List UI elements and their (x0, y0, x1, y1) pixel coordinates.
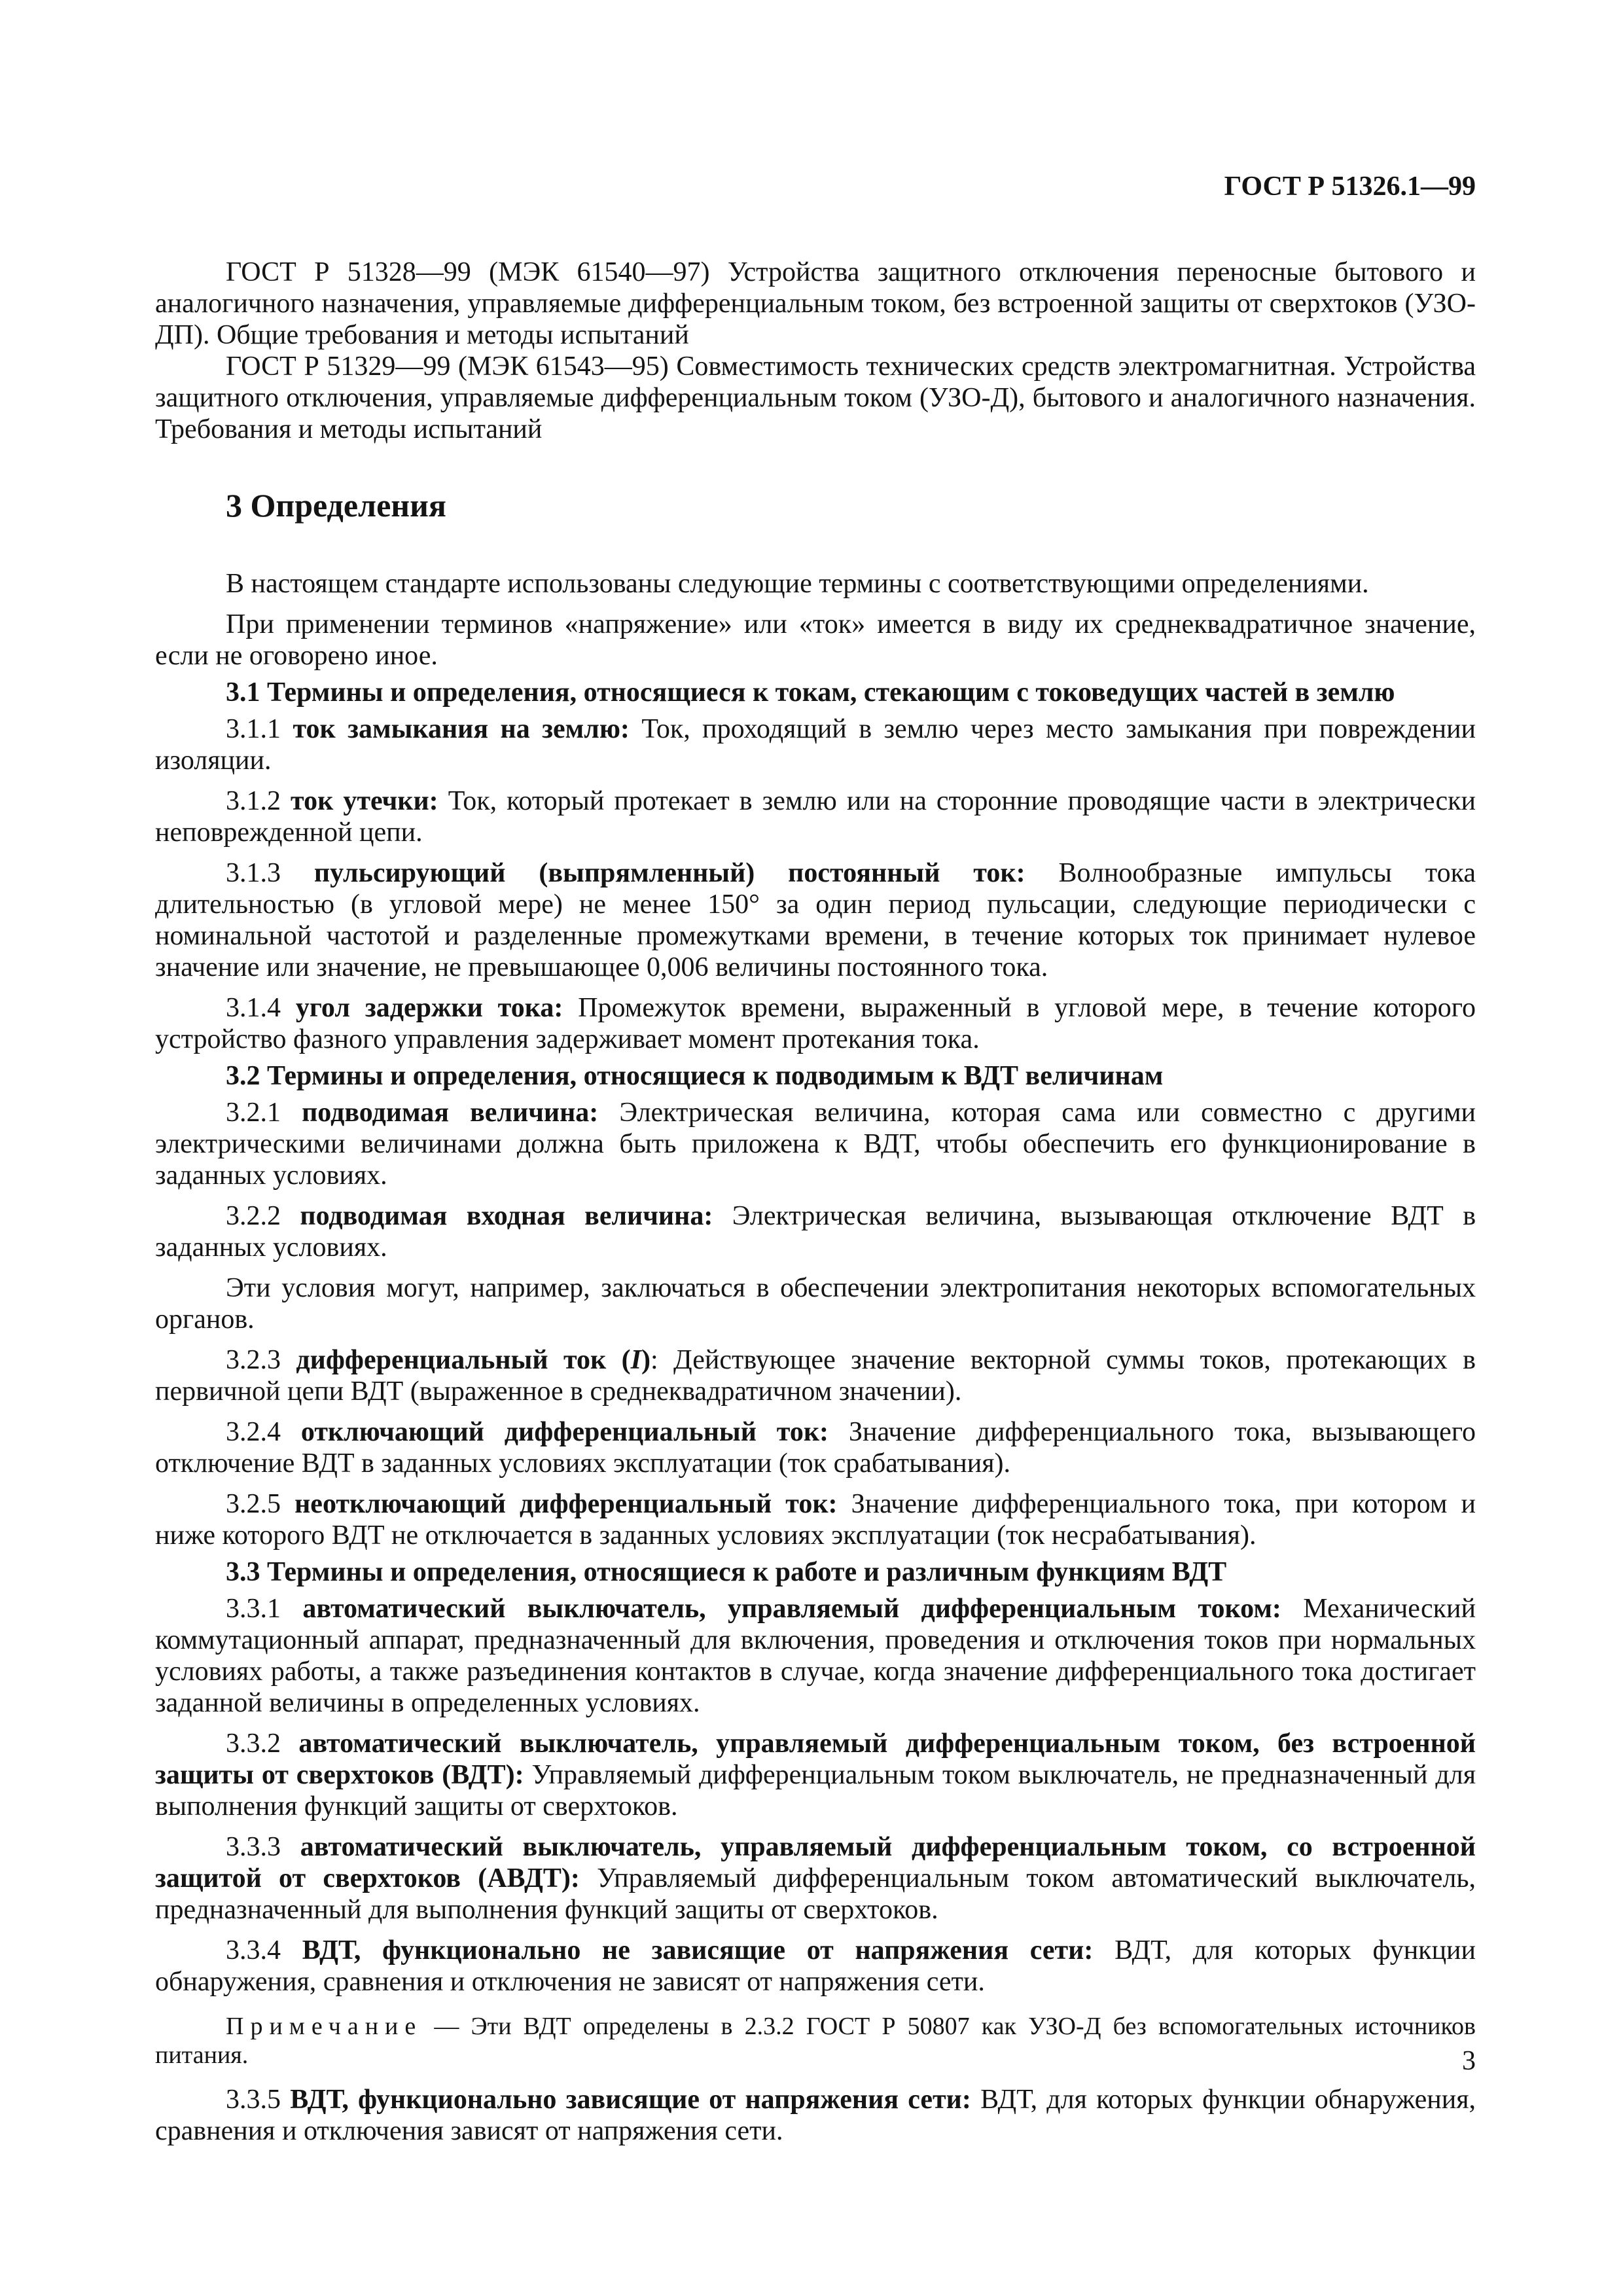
definition-text: Электрическая величина, которая сама или совместно с другими электрическими величинами должна быть приложена к ВДТ, чтобы обеспечить его функционирование в заданных условиях. (155, 1098, 1476, 1191)
item-number: 3.3.4 (226, 1935, 281, 1965)
reference-gost-51328: ГОСТ Р 51328—99 (МЭК 61540—97) Устройства защитного отключения переносные бытового и аналогичного назначения, управляемые дифференциальным током, без встроенной защиты от сверхтоков (УЗО-ДП). Общие требования и методы испытаний (155, 257, 1476, 350)
item-number: 3.3.2 (226, 1729, 281, 1759)
term: пульсирующий (выпрямленный) постоянный ток: (313, 858, 1026, 888)
item-number: 3.3.1 (226, 1594, 281, 1624)
definition-text: Управляемый дифференциальным током выключатель, не предназначенный для выполнения функций защиты от сверхтоков. (155, 1760, 1476, 1821)
item-number: 3.3.3 (226, 1832, 281, 1862)
note-label: Примечание (226, 2013, 423, 2040)
section-title: 3 Определения (226, 487, 446, 524)
term: автоматический выключатель, управляемый дифференциальным током, со встроенной защитой от сверхтоков (АВДТ): (155, 1832, 1476, 1893)
definition-text: Значение дифференциального тока, при котором и ниже которого ВДТ не отключается в заданных условиях эксплуатации (ток несрабатывания). (155, 1489, 1476, 1551)
item-number: 3.2.5 (226, 1489, 281, 1519)
term: ВДТ, функционально не зависящие от напряжения сети: (302, 1935, 1094, 1965)
definition-text: : Действующее значение векторной суммы токов, протекающих в первичной цепи ВДТ (выраженное в среднеквадратичном значении). (155, 1345, 1476, 1407)
definition-3-1-4 (155, 992, 1476, 1055)
item-number: 3.1.3 (226, 858, 281, 888)
definition-3-2-1 (155, 1097, 1476, 1191)
term: неотключающий дифференциальный ток: (294, 1489, 838, 1519)
item-number: 3.1.4 (226, 993, 281, 1023)
definition-3-1-3 (155, 857, 1476, 983)
reference-gost-51329: ГОСТ Р 51329—99 (МЭК 61543—95) Совместимость технических средств электромагнитная. Устройства защитного отключения, управляемые дифференциальным током (УЗО-Д), бытового и аналогичного назначения. Требования и методы испытаний (155, 351, 1476, 444)
definition-3-2-2-remark: Эти условия могут, например, заключаться в обеспечении электропитания некоторых вспомогательных органов. (155, 1273, 1476, 1335)
item-number: 3.2.3 (226, 1345, 281, 1375)
definition-text: Механический коммутационный аппарат, предназначенный для включения, проведения и отключения токов при нормальных условиях работы, а также разъединения контактов в случае, когда значение дифференциального тока достигает заданной величины в определенных условиях. (155, 1594, 1476, 1718)
term: отключающий дифференциальный ток: (300, 1417, 829, 1447)
definition-3-1-1 (155, 713, 1476, 776)
definition-text: Ток, проходящий в землю через место замыкания при повреждении изоляции. (155, 714, 1476, 776)
definition-3-2-5 (155, 1488, 1476, 1551)
term: угол задержки тока: (295, 993, 563, 1023)
item-number: 3.1.2 (226, 786, 281, 816)
intro-paragraph-1: В настоящем стандарте использованы следующие термины с соответствующими определениями. (226, 569, 1369, 599)
item-number: 3.1.1 (226, 714, 281, 744)
term: ток утечки: (291, 786, 438, 816)
definition-3-1-2 (155, 785, 1476, 848)
term: ток замыкания на землю: (293, 714, 630, 744)
subsection-3-2-title: 3.2 Термины и определения, относящиеся к подводимым к ВДТ величинам (226, 1061, 1164, 1091)
definition-3-3-5 (155, 2084, 1476, 2147)
subsection-3-1-title: 3.1 Термины и определения, относящиеся к токам, стекающим с токоведущих частей в землю (226, 677, 1395, 708)
intro-paragraph-2: При применении терминов «напряжение» или «ток» имеется в виду их среднеквадратичное значение, если не оговорено иное. (155, 609, 1476, 671)
note-paragraph (155, 2012, 1476, 2070)
term: дифференциальный ток (I) (296, 1345, 651, 1375)
page-number: 3 (1462, 2046, 1476, 2076)
term: подводимая величина: (302, 1098, 599, 1128)
term: ВДТ, функционально зависящие от напряжения сети: (290, 2085, 971, 2115)
definition-text: Значение дифференциального тока, вызывающего отключение ВДТ в заданных условиях эксплуатации (ток срабатывания). (155, 1417, 1476, 1479)
definition-3-2-4 (155, 1416, 1476, 1479)
document-header-code: ГОСТ Р 51326.1—99 (1224, 171, 1476, 202)
definition-text: Управляемый дифференциальным током автоматический выключатель, предназначенный для выполнения функций защиты от сверхтоков. (155, 1863, 1476, 1925)
definition-text: ВДТ, для которых функции обнаружения, сравнения и отключения не зависят от напряжения сети. (155, 1935, 1476, 1997)
term: автоматический выключатель, управляемый дифференциальным током, без встроенной защиты от сверхтоков (ВДТ): (155, 1729, 1476, 1790)
term: подводимая входная величина: (300, 1201, 713, 1231)
item-number: 3.2.1 (226, 1098, 281, 1128)
definition-text: Электрическая величина, вызывающая отключение ВДТ в заданных условиях. (155, 1201, 1476, 1263)
definition-text: Ток, который протекает в землю или на сторонние проводящие части в электрически неповрежденной цепи. (155, 786, 1476, 848)
definition-text: Волнообразные импульсы тока длительностью (в угловой мере) не менее 150° за один период пульсации, следующие периодически с номинальной частотой и разделенные промежутками времени, в течение которых ток принимает нулевое значение или значение, не превышающее 0,006 величины постоянного тока. (155, 858, 1476, 982)
item-number: 3.2.4 (226, 1417, 281, 1447)
definition-3-3-1 (155, 1593, 1476, 1719)
definition-text: ВДТ, для которых функции обнаружения, сравнения и отключения зависят от напряжения сети. (155, 2085, 1476, 2146)
definition-3-2-3 (155, 1344, 1476, 1407)
note-text: — Эти ВДТ определены в 2.3.2 ГОСТ Р 50807 как УЗО-Д без вспомогательных источников питания. (155, 2013, 1476, 2069)
term: автоматический выключатель, управляемый дифференциальным током: (302, 1594, 1281, 1624)
subsection-3-3-title: 3.3 Термины и определения, относящиеся к работе и различным функциям ВДТ (226, 1557, 1227, 1587)
definition-3-3-4 (155, 1935, 1476, 1998)
definition-3-3-2 (155, 1728, 1476, 1822)
definition-3-3-3 (155, 1831, 1476, 1926)
definition-text: Промежуток времени, выраженный в угловой мере, в течение которого устройство фазного управления задерживает момент протекания тока. (155, 993, 1476, 1054)
current-symbol: I (630, 1345, 641, 1375)
item-number: 3.2.2 (226, 1201, 281, 1231)
definition-3-2-2 (155, 1200, 1476, 1263)
item-number: 3.3.5 (226, 2085, 281, 2115)
